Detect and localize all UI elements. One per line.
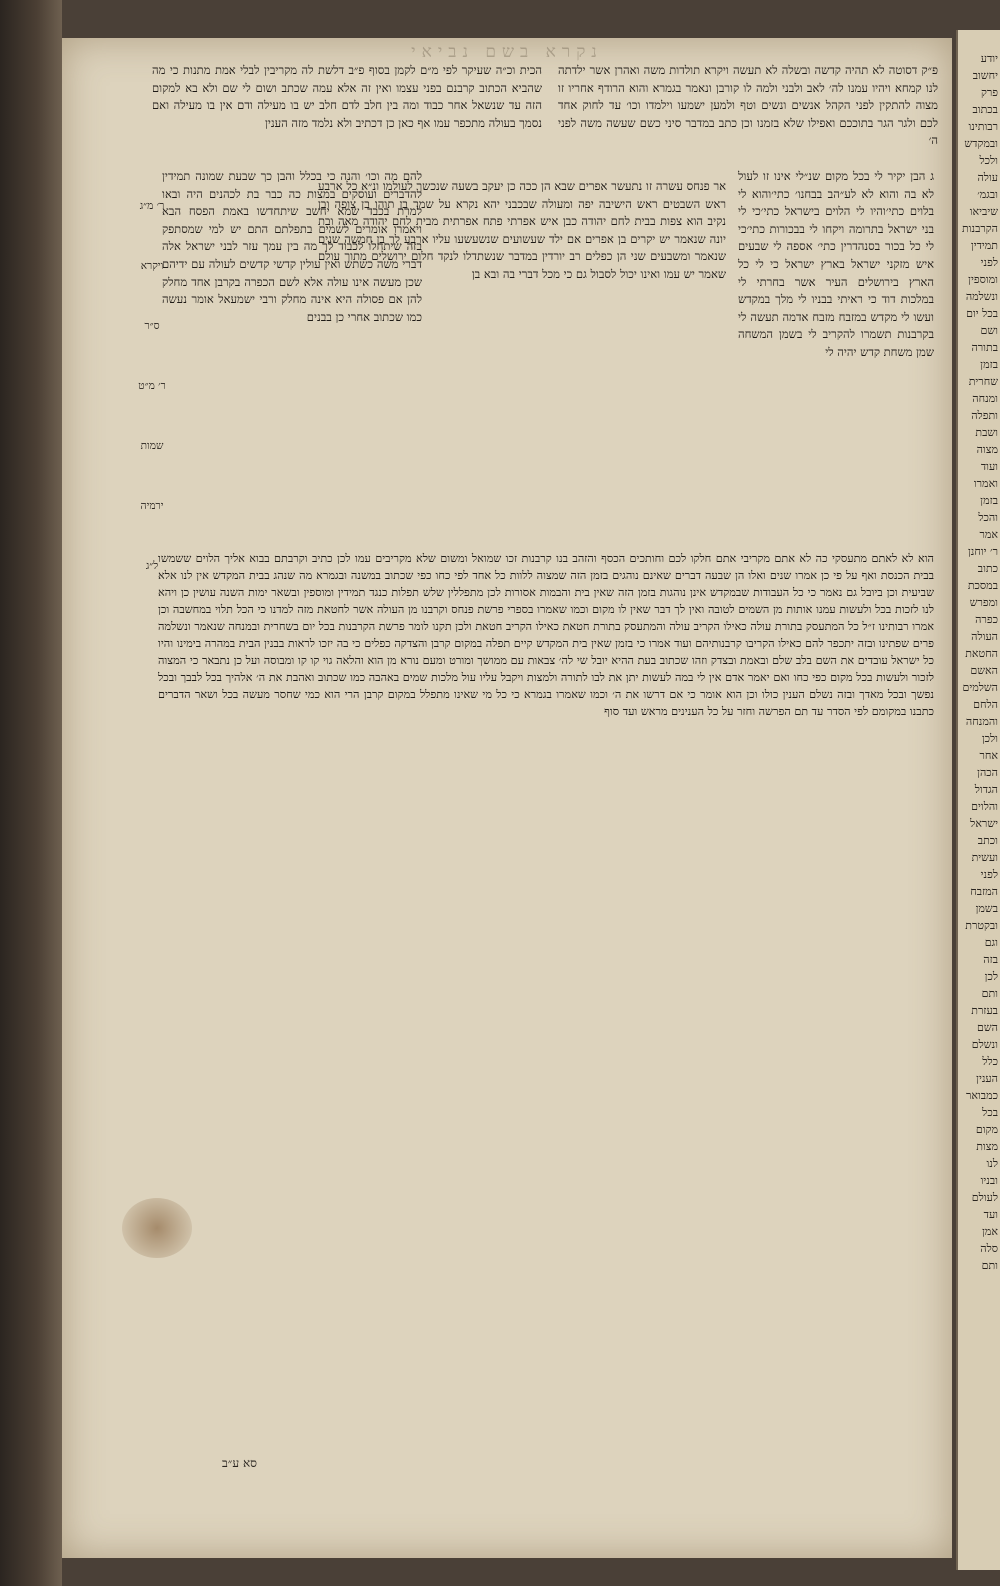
adjacent-page-line: ובניו (980, 1174, 998, 1187)
lower-commentary-text: הוא לא לאתם מתעסקי כה לא אתם מקריבי אתם חלקו לכם וחותכים הכסף והזהב בנו קרבנות זכו שמואל ומשום שלא מקריבים עמו לכן כתיב וקרבתם בבוא אליך הלוים ששמשו בבית הכנסת ואף על פי כן אמרו שנים ואלו הן שבעה דברים שאינם נוהגים בזמן הזה שמצוה ללוות כל אחד לפי כחו כפי שכתוב במשנה ובגמרא מה שנהג בבית המקדש אין לנו אלא שביעית וכן ביובל גם נאמר כי כל העבודות שבמקדש אינן נוהגות בזמן הזה שאין בית והבמות אסורות לכן מתפללין שלש תפלות כנגד תמידין ומוספין ובשאר ימות השנה עושין כן ויהא לנו לזכות בכל ולעשות עמנו אותות מן השמים לטובה ואין לך דבר שאין לו מקום וכמו שאמרו בספרי פרשת פנחס וקרבנו מן העולה אשר לחטאת מזה למדנו כי הכל תלוי במחשבה וכן אמרו רבותינו ז״ל כל המתעסק בתורת עולה כאילו הקריב עולה והמתעסק בתורת חטאת כאילו הקריב חטאת ולכן תקנו לומר פרשת הקרבנות בכל יום בשחרית ובמנחה שנאמר ונשלמה פרים שפתינו ובזה יתכפר להם כאילו הקריבו קרבנותיהם ועוד אמרו כי בזמן שאין בית המקדש קיים תפלה במקום קרבן והצדקה כפלים כי בה יזכו לראות בבנין הבית במהרה בימינו והיו כל ישראל עובדים את השם בלב שלם ובאמת ובצדק וזהו שכתוב בעת ההיא יובל שי לה׳ צבאות עם ממושך ומורט ומעם נורא מן הוא והלאה גוי קו קו ומבוסה ועל כן נתבאר כי המצוה לזכור ולעשות בכל מקום כפי כחו ואם יאמר אדם אין לי במה לעשות יתן את לבו לתורה ולמצות ויקבל עליו עול מלכות שמים באהבה כמו שכתוב ואהבת את ה׳ אלהיך בכל לבבך ובכל נפשך ובכל מאדך ובזה נשלם הענין כולו וכן הוא אומר כי אם דרשו את ה׳ וכמו שאמרו בגמרא כי כל מי שאינו מתפלל במקום קרבן הרי הוא כמי שחסר מעשה בכל ושאר הדברים כתבנו במקומם לפי הסדר עד תם הפרשה וחזר על כל הענינים מראש ועד סוף (158, 552, 934, 718)
book-page (62, 38, 952, 1558)
adjacent-page-line: ונשלמה (965, 290, 998, 303)
adjacent-page-line: אחר (979, 749, 998, 762)
adjacent-page-line: בזמן (980, 358, 998, 371)
margin-note: שמות (140, 440, 164, 452)
adjacent-page-text (958, 30, 1000, 1274)
adjacent-page-line: לנו (986, 1157, 998, 1170)
margin-note: ויקרא (140, 260, 164, 272)
adjacent-page-line: ובמקדש (964, 137, 998, 150)
adjacent-page-line: הענין (976, 1072, 998, 1085)
adjacent-page-line: בשמן (975, 902, 998, 915)
margin-note: ירמיה (140, 500, 164, 512)
adjacent-page-line: והלוים (971, 800, 998, 813)
adjacent-page-line: העולה (971, 630, 998, 643)
adjacent-page-line: כפרה (975, 613, 998, 626)
top-right-commentary (558, 62, 938, 158)
margin-note: ל״ג (145, 560, 159, 572)
adjacent-page-line: והכל (978, 511, 998, 524)
margin-note: ר׳ מ״ט (138, 380, 166, 392)
adjacent-page-line: השלמים (962, 681, 998, 694)
center-main-text-body: אר פנחס עשרה זו נתעשר אפרים שבא הן ככה כן יעקב בשעה שנכשך לעולמו ונ״א כל ארבע ראש השבטים ראש הישיבה יפה ומעולה שבכבני יהא נקרא על שמך בן תוהו בן צופה ובן נקיב הוא צפות בבית לחם יהודה כבן איש אפרתי פתח אפרתית מבית לחם יהודה מאה ובת יונה שנאמר יש יקרים בן אפרים אם ילד שעשועים שנשעשעו עליו ארבע לך בן חמשה שנים שנאמר ומשבעים שני הן כפלים רב יורדין במדבר שנשתדלו לנקד חלום ירושלים מתוך עולם שאמר יש עמו ואינו יכול לסבול גם כי מכל דברי בה ובא בן (318, 179, 726, 281)
adjacent-page-line: מצות (976, 1140, 998, 1153)
adjacent-page-line: ישראל (970, 817, 998, 830)
top-right-commentary-text: פ״ק דסוטה לא תהיה קדשה ובשלה לא תעשה ויקרא תולדות משה ואהרן אשר ילדתה לנו קמחא ויהיו עמנו לה׳ לאב ולבני ולמה לו קורבן ונאמר בגמרא והוא הרודף אחריו זו מצוה להתקין לפני הקהל אנשים ונשים וטף ולמען ישמעו וילמדו וכו׳ עד לחוק אחד לכם ולגר הגר בתוככם ואפילו שלא בזמנו וכן כתב במדבר סיני כשם שעשה משה לפני ה׳ (558, 63, 938, 148)
adjacent-page-line: והמנחה (965, 715, 998, 728)
adjacent-page-line: ואמרו (973, 477, 998, 490)
inner-right-commentary-text: ג הבן יקיר לי בכל מקום שנ״לי אינו זו לעול לא בה והוא לא לע״הב בבחנו׳ כתי׳והוא לי בלוים כתי׳והיו לי הלוים בישראל כתי׳כי לי בני ישראל בתרומה ויקחו לי בבכורות כתי׳כי לי כל בכור בסנהדרין כתי׳ אספה לי שבעים איש מזקני ישראל בארץ ישראל כי לי כל הארץ בירושלים העיר אשר בחרתי לי במלכות דוד כי ראיתי בבניו לי מלך במקדש ועשו לי מקדש במזבח מזבח אדמה תעשה לי בקרבנות תשמרו להקריב לי בשמן המשחה שמן משחת קדש יהיה לי (738, 169, 934, 359)
adjacent-page-line: תמידין (970, 239, 998, 252)
adjacent-page-line: סלה (980, 1242, 998, 1255)
margin-notes (132, 198, 172, 718)
adjacent-page-line: כמבואר (965, 1089, 998, 1102)
adjacent-page-line: ולכל (979, 154, 998, 167)
page-stain (122, 1198, 192, 1258)
adjacent-page-line: לפני (980, 868, 998, 881)
adjacent-page-line: האשם (970, 664, 998, 677)
adjacent-page-line: ושם (980, 324, 998, 337)
adjacent-page-line: הגדול (974, 783, 998, 796)
adjacent-page-line: וכתב (977, 834, 998, 847)
adjacent-page-line: יודע (980, 52, 998, 65)
adjacent-page-line: וגם (984, 936, 998, 949)
adjacent-page-line: המזבח (970, 885, 998, 898)
adjacent-page-line: כתוב (977, 562, 998, 575)
adjacent-page-line: ר׳ יוחנן (967, 545, 998, 558)
adjacent-page-line: ובגמ׳ (977, 188, 998, 201)
adjacent-page-line: בעזרת (971, 1004, 998, 1017)
adjacent-page-line: ועד (983, 1208, 998, 1221)
running-head: נקרא בשם נביאי (411, 42, 603, 62)
top-left-commentary (152, 62, 542, 158)
adjacent-page-line: מקום (975, 1123, 998, 1136)
lower-commentary (158, 550, 934, 1530)
adjacent-page-line: ותפלה (971, 409, 998, 422)
top-left-commentary-text: הכית וכ״ה שעיקר לפי מ״ם לקמן בסוף פ״ב דלשת לה מקריבין לבלי אמת מתנות כי מה שהביא הכתוב קרבנם בפני עצמו ואין זה אלא עמה שכתב ושום לי שם ולא בא למקום הזה עד שנשאל אחר כבוד ומה בין חלב לדם חלב יש בו מעילה ודם אין בו מעילה ואם נסמך בעולה מתכפר עמו אף כאן כן דכתיב ולא נלמד מזה הענין (152, 63, 542, 130)
adjacent-page-line: בתורה (971, 341, 998, 354)
folio-number: סא ע״ב (222, 1456, 257, 1470)
adjacent-page-line: בזמן (980, 494, 998, 507)
adjacent-page-line: ותם (981, 1259, 998, 1272)
adjacent-page-line: ומנחה (972, 392, 998, 405)
adjacent-page-line: הקרבנות (961, 222, 998, 235)
adjacent-page-line: לעולם (971, 1191, 998, 1204)
adjacent-page-line: בזה (983, 953, 998, 966)
inner-left-commentary-text: להם מה וכו׳ והנה כי בכלל והבן כך שבעת שמונה תמידין להדברים ועוסקים במצות כה כבר בת לכהנים היה ובאו למרת בכבד שמא יחשב שיתחדשו באמת הפסח הבא ויאמרו אומרים לשמים בתפלתם התם יש למי שמסתפק בזה שיתחלו לכבוד לך מה בין עמך עזר לבני ישראל אלה דברי משה כשתש ואין עולין קדשי קדשים לעולה עם ידיהם שכן מעשה אינו עולה אלא לשם הכפרה בקרבן אחד מחלק להן אם פסולה היא אינה מחלק ורבי ישמעאל אומר נעשה כמו שכתוב אחרי כן בבנים (162, 169, 422, 324)
adjacent-page-line: בכל (982, 1106, 998, 1119)
adjacent-page-line: בכל יום (966, 307, 998, 320)
adjacent-page-strip (956, 30, 1000, 1570)
adjacent-page-line: לכן (984, 970, 998, 983)
margin-note: ס״ר (144, 320, 160, 332)
adjacent-page-line: בכתוב (972, 103, 998, 116)
adjacent-page-line: החטאת (965, 647, 998, 660)
adjacent-page-line: הלחם (973, 698, 998, 711)
adjacent-page-line: השם (977, 1021, 998, 1034)
adjacent-page-line: אמר (979, 528, 998, 541)
adjacent-page-line: ועשית (971, 851, 998, 864)
adjacent-page-line: ולכן (981, 732, 998, 745)
adjacent-page-line: יחשוב (972, 69, 998, 82)
inner-left-commentary (162, 168, 422, 540)
adjacent-page-line: עולה (977, 171, 998, 184)
adjacent-page-line: הכהן (977, 766, 998, 779)
adjacent-page-line: אמן (982, 1225, 998, 1238)
book-spine-edge (0, 0, 62, 1586)
adjacent-page-line: ובקטרת (965, 919, 998, 932)
adjacent-page-line: ומפרש (969, 596, 998, 609)
adjacent-page-line: ונשלם (971, 1038, 998, 1051)
margin-note: ר׳ מ״ג (139, 200, 165, 212)
adjacent-page-line: שיביאו (969, 205, 998, 218)
adjacent-page-line: פרק (980, 86, 998, 99)
adjacent-page-line: כלל (982, 1055, 998, 1068)
adjacent-page-line: ומוספין (968, 273, 998, 286)
adjacent-page-line: רבותינו (968, 120, 998, 133)
adjacent-page-line: שחרית (968, 375, 998, 388)
adjacent-page-line: במסכת (967, 579, 998, 592)
adjacent-page-line: מצוה (976, 443, 998, 456)
adjacent-page-line: ותם (981, 987, 998, 1000)
inner-right-commentary (738, 168, 934, 540)
adjacent-page-line: לפני (980, 256, 998, 269)
adjacent-page-line: ושבת (975, 426, 998, 439)
adjacent-page-line: ועוד (980, 460, 998, 473)
